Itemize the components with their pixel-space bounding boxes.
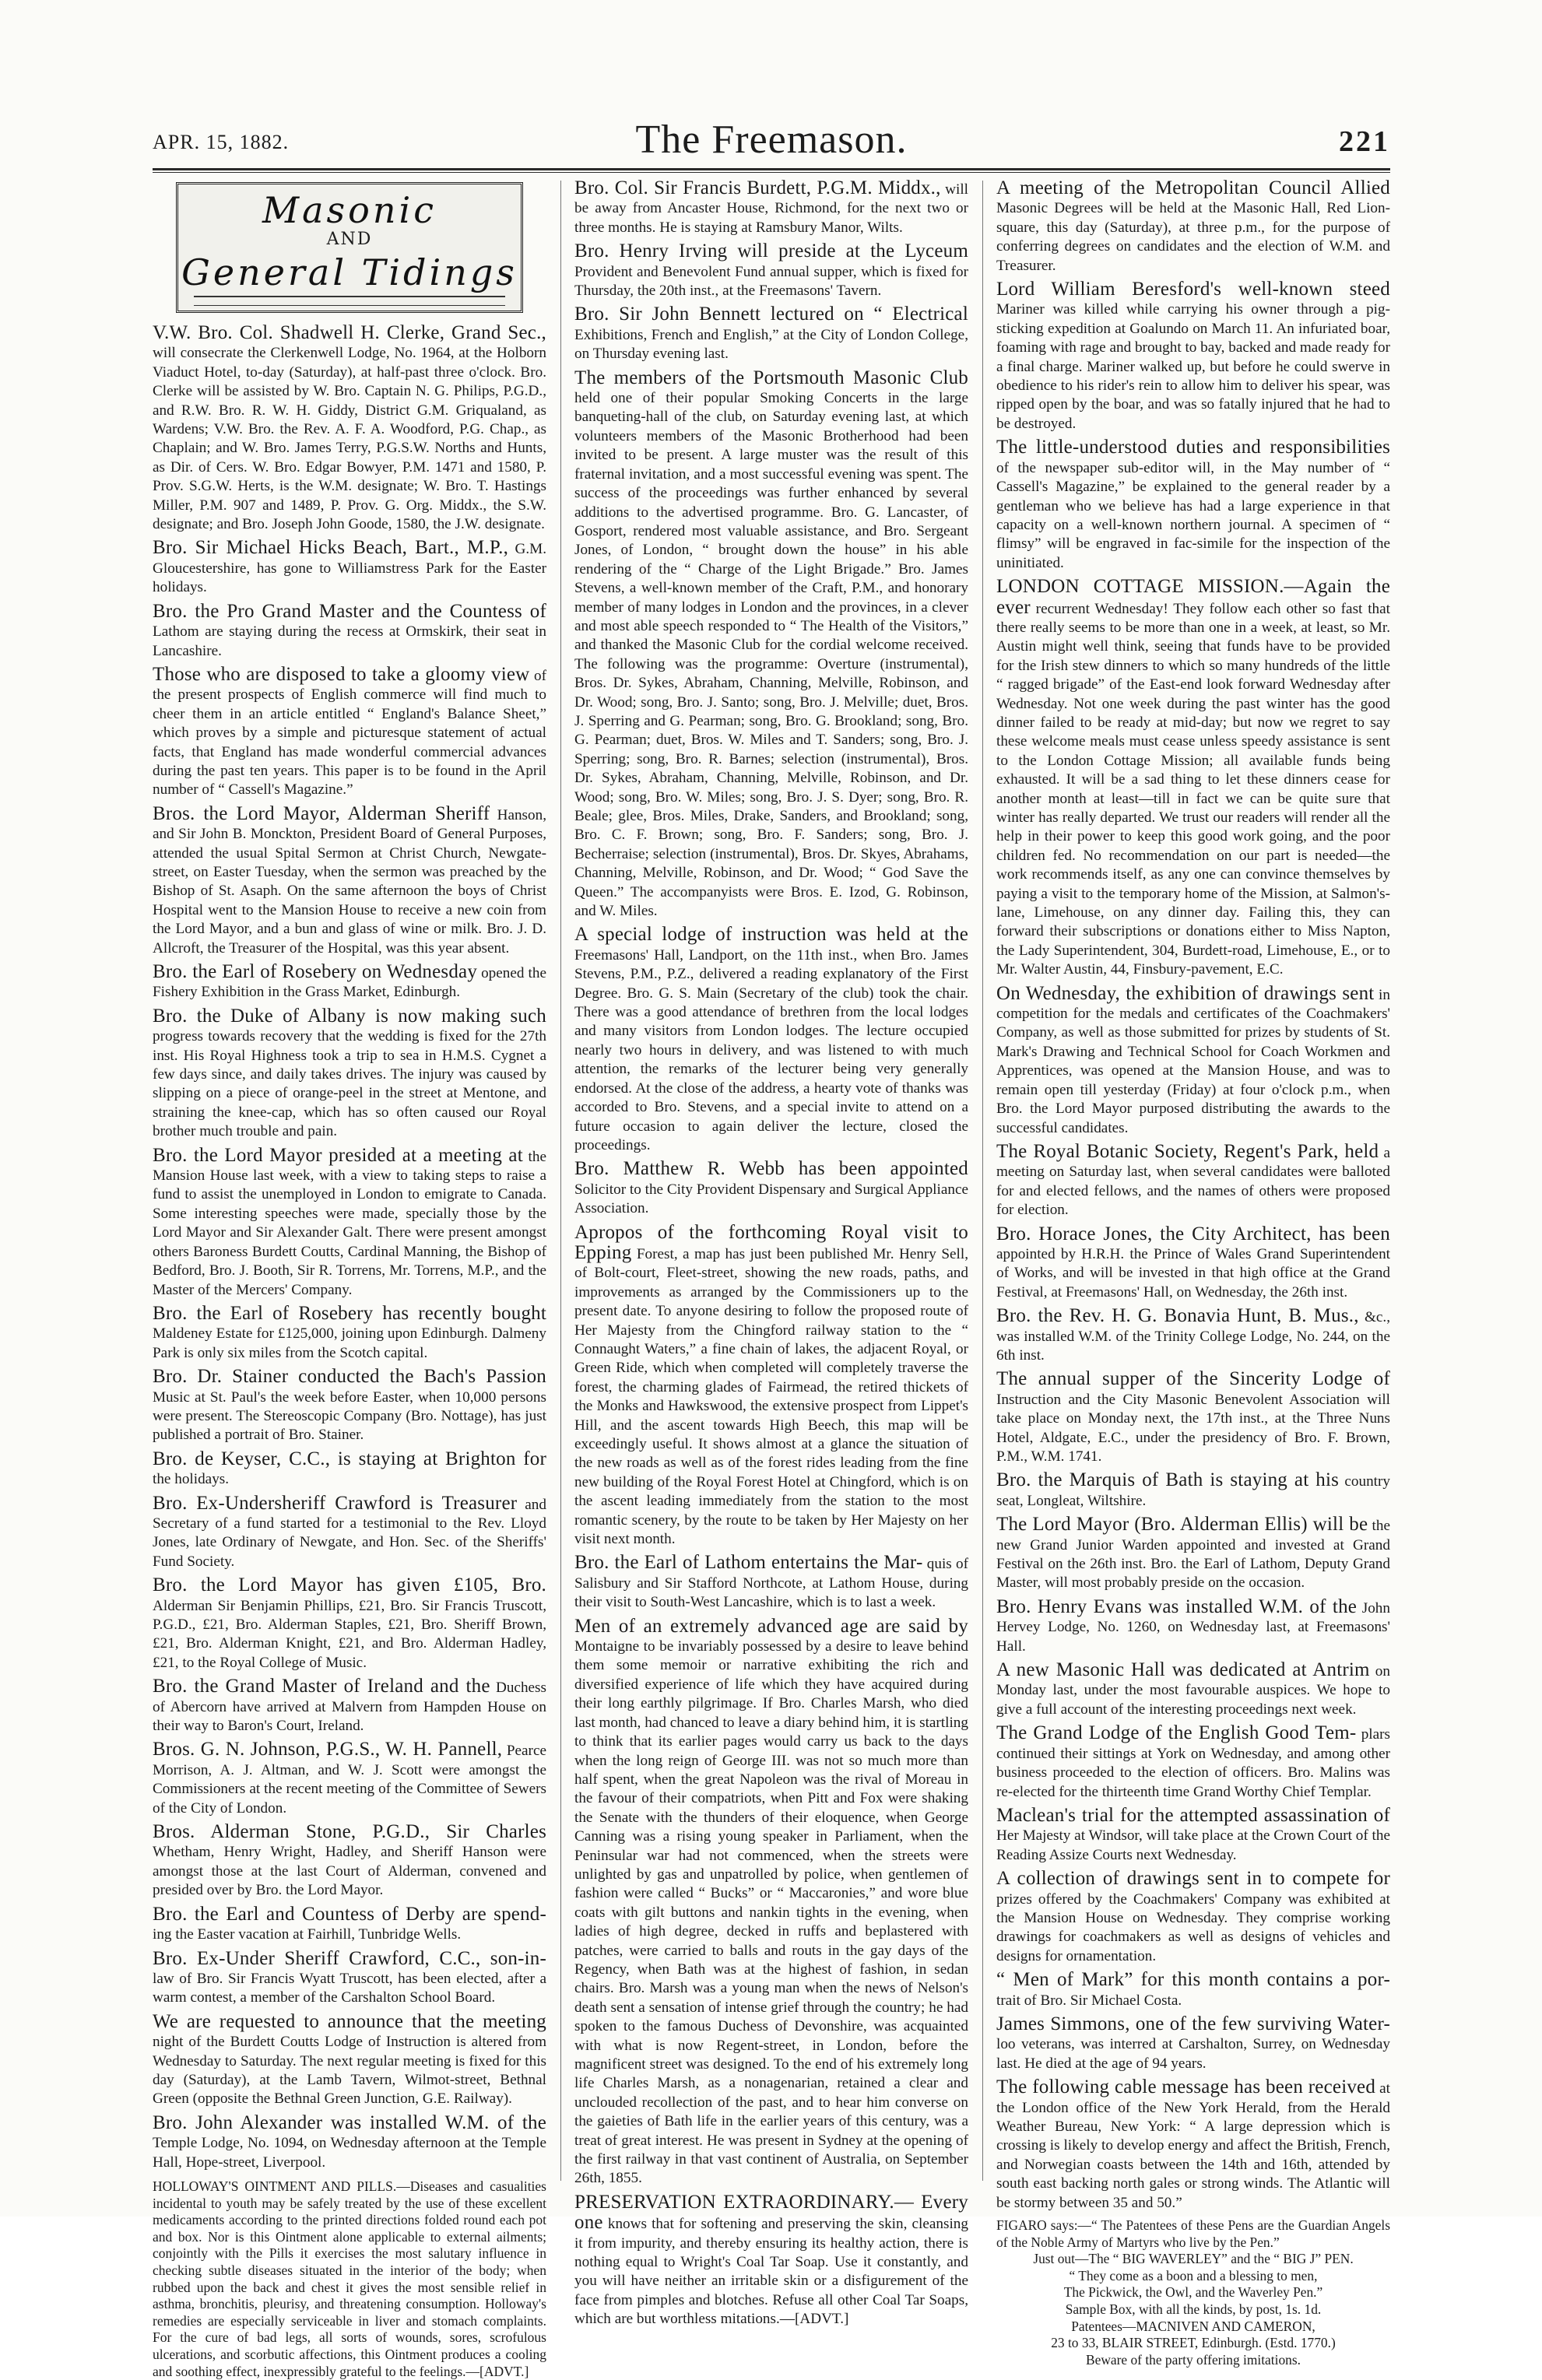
news-paragraph xyxy=(574,1223,968,1550)
news-paragraph xyxy=(996,1140,1390,1220)
news-paragraph xyxy=(153,2010,546,2109)
paragraph-body: Her Majesty at Windsor, will take place at the Crown Court of the Reading Assize Courts next Wednesday. xyxy=(996,1827,1390,1863)
paragraph-lead: Bro. the Rev. H. G. Bonavia Hunt, B. Mus., xyxy=(996,1305,1359,1327)
news-paragraph xyxy=(996,1515,1390,1593)
paragraph-body: Instruction and the City Masonic Benevolent Association will take place on Monday next, the 17th inst., at the Three Nuns Hotel, Aldgate, E.C., under the presidency of Bro. F. Brown, P.M., W.M. 1741. xyxy=(996,1391,1390,1465)
news-paragraph xyxy=(153,1007,546,1142)
news-paragraph xyxy=(574,242,968,300)
paragraph-body: trait of Bro. Sir Michael Costa. xyxy=(996,1992,1182,2009)
paragraph-body: Hanson, and Sir John B. Monckton, President Board of General Purposes, attended the usual Spital Sermon at Christ Church, Newgate-street, on Easter Tuesday, when the sermon was preached by the Bishop of St. Asaph. On the same afternoon the boys of Christ Hospital went to the Mansion House to receive a new coin from the Lord Mayor, and a bun and glass of wine or milk. Bro. J. D. Allcroft, the Treasurer of the Hospital, was this year absent. xyxy=(153,806,547,957)
paragraph-body: Solicitor to the City Provident Dispensary and Surgical Appliance Association. xyxy=(574,1181,968,1217)
paragraph-body: &c., was installed W.M. of the Trinity College Lodge, No. 244, on the 6th inst. xyxy=(996,1309,1390,1364)
paragraph-lead: “ Men of Mark” for this month contains a por- xyxy=(996,1969,1390,1991)
masthead xyxy=(153,117,1390,163)
news-paragraph xyxy=(153,539,546,597)
ad-line: Just out—The “ BIG WAVERLEY” and the “ BIG J” PEN. xyxy=(1033,2251,1354,2267)
news-paragraph xyxy=(153,1494,546,1572)
banner-word-general-tidings: General Tidings xyxy=(181,251,518,293)
section-banner xyxy=(176,182,523,313)
news-paragraph xyxy=(153,1947,546,2008)
paragraph-lead: We are requested to announce that the meeting xyxy=(153,2010,546,2032)
news-paragraph xyxy=(574,179,968,237)
paragraph-body: country seat, Longleat, Wiltshire. xyxy=(996,1473,1390,1509)
paragraph-body: in competition for the medals and certificates of the Coachmakers' Company, as well as those submitted for prizes by students of St. Mark's Drawing and Technical School for Coach Workmen and Apprentices, was opened at the Mansion House, and was to remain open till yesterday (Friday) at four o'clock p.m., when Bro. the Lord Mayor purposed distributing the awards to the successful candidates. xyxy=(996,986,1390,1136)
paragraph-lead: Bro. de Keyser, C.C., is staying at Brighton for xyxy=(153,1448,546,1469)
ad-line: Beware of the party offering imitations. xyxy=(1086,2351,1301,2368)
ad-line: Sample Box, with all the kinds, by post, 1s. 1d. xyxy=(1065,2301,1322,2317)
news-paragraph xyxy=(153,1304,546,1363)
paragraph-body: the holidays. xyxy=(153,1471,230,1488)
ad-line: “ They come as a boon and a blessing to men, xyxy=(1069,2267,1318,2283)
news-paragraph xyxy=(996,1971,1390,2010)
paragraph-body: the Mansion House last week, with a view to taking steps to raise a fund to assist the unemployed in London to emigrate to Canada. Some interesting speeches were made, specially those by the Lord Mayor and Sir Alexander Galt. There were present amongst others Baroness Burdett Coutts, Cardinal Manning, the Bishop of Bedford, Bro. J. Booth, Sir R. Torrens, Mr. Torrens, M.P., and the Master of the Mercers' Company. xyxy=(153,1148,546,1298)
paragraph-lead: Bro. Sir Michael Hicks Beach, Bart., M.P., xyxy=(153,537,509,559)
paragraph-lead: Bro. the Duke of Albany is now making such xyxy=(153,1005,546,1027)
news-paragraph xyxy=(996,1307,1390,1365)
ad-line: FIGARO says:—“ The Patentees of these Pens are the Guardian Angels of the Noble Army of Martyrs who live by the Pen.” xyxy=(996,2217,1390,2250)
paragraph-body: will consecrate the Clerkenwell Lodge, No. 1964, at the Holborn Viaduct Hotel, to-day (Saturday), at half-past three o'clock. Bro. Clerke will be assisted by W. Bro. Captain N. G. Philips, P.G.D., and R.W. Bro. R. W. H. Giddy, District G.M. Griqualand, as Wardens; V.W. Bro. the Rev. A. F. A. Woodford, P.G. Chap., as Chaplain; and W. Bro. James Terry, P.G.S.W. Norths and Hunts, as Dir. of Cers. W. Bro. Edgar Bowyer, P.M. 1471 and 1580, P. Prov. S.G.W. Herts, is the W.M. designate; W. Bro. T. Hastings Miller, P.M. 907 and 1489, P. Prov. G. Org. Middx., the S.W. designate; and Bro. Joseph John Goode, 1580, the J.W. designate. xyxy=(153,345,546,533)
paragraph-lead: Those who are disposed to take a gloomy view xyxy=(153,663,530,685)
paragraph-body: plars continued their sittings at York on Wednesday, and among other business proceeded to the election of officers. Bro. Malins was re-elected for the thirteenth time Grand Worthy Chief Templar. xyxy=(996,1726,1390,1800)
paragraph-lead: V.W. Bro. Col. Shadwell H. Clerke, Grand Sec., xyxy=(153,322,546,343)
news-paragraph xyxy=(996,1471,1390,1511)
paragraph-body: appointed by H.R.H. the Prince of Wales Grand Superintendent of Works, and will be invested in that high office at the Grand Festival, at Freemasons' Hall, on Wednesday, the 26th inst. xyxy=(996,1245,1390,1301)
paragraph-lead: Bro. the Lord Mayor has given £105, Bro. xyxy=(153,1574,546,1596)
news-paragraph xyxy=(574,925,968,1155)
ad-line: The Pickwick, the Owl, and the Waverley Pen.” xyxy=(1063,2284,1323,2301)
news-paragraph xyxy=(996,1806,1390,1865)
paragraph-lead: The Royal Botanic Society, Regent's Park, held xyxy=(996,1140,1379,1162)
page-number: 221 xyxy=(1339,125,1390,158)
paragraph-body: Maldeney Estate for £125,000, joining upon Edinburgh. Dalmeny Park is only six miles from the Scotch capital. xyxy=(153,1325,546,1361)
paragraph-lead: Bro. Dr. Stainer conducted the Bach's Passion xyxy=(153,1366,546,1388)
news-paragraph xyxy=(153,1905,546,1945)
news-paragraph xyxy=(996,577,1390,980)
news-paragraph xyxy=(153,1146,546,1300)
paragraph-lead: Apropos of the forthcoming Royal visit to Epping xyxy=(574,1221,968,1263)
paragraph-body: will be away from Ancaster House, Richmond, for the next two or three months. He is staying at Ramsbury Manor, Wilts. xyxy=(574,181,968,236)
paragraph-lead: Bro. Matthew R. Webb has been appointed xyxy=(574,1158,968,1180)
paragraph-lead: Bro. the Earl of Rosebery has recently bought xyxy=(153,1302,546,1324)
paragraph-body: loo veterans, was interred at Carshalton, Surrey, on Wednesday last. He died at the age of 94 years. xyxy=(996,2036,1390,2072)
news-paragraph xyxy=(153,324,546,534)
paragraph-body: recurrent Wednesday! They follow each other so fast that there really seems to be more than one in a week, at least, so Mr. Austin might well think, seeing that funds have to be provided for the Irish stew dinners to which so many hundreds of the little “ ragged brigade” of the East-end look forward Wednesday after Wednesday. Not one week during the past winter has the good dinner failed to be ready at mid-day; but now we regret to say these welcome meals must cease unless speedy assistance is sent to the London Cottage Mission; all available funds being exhausted. It will be a sad thing to let these dinners cease for another month at least—till in fact we can be quite sure that winter has really departed. We trust our readers will render all the help in their power to keep this good work going, and the poor children fed. No recommendation on our part is needed—the work recommends itself, as any one can convince themselves by paying a visit to the temporary home of the Mission, at Salmon's-lane, Limehouse, on any dinner day. Failing this, they can forward their subscriptions or donations either to Miss Napton, the Lady Superintendent, 304, Burdett-road, Limehouse, E., or to Mr. Walter Austin, 44, Finsbury-pavement, E.C. xyxy=(996,600,1390,978)
paragraph-lead: Bro. the Earl of Lathom entertains the Mar- xyxy=(574,1552,923,1574)
news-paragraph xyxy=(996,982,1390,1138)
paragraph-lead: A new Masonic Hall was dedicated at Antrim xyxy=(996,1659,1370,1681)
column-3-articles xyxy=(996,179,1390,2213)
news-paragraph xyxy=(153,1740,546,1818)
paragraph-lead: Bro. Ex-Undersheriff Crawford is Treasurer xyxy=(153,1492,518,1514)
paragraph-lead: Bro. Ex-Under Sheriff Crawford, C.C., son-in- xyxy=(153,1947,546,1969)
paragraph-lead: Bro. Col. Sir Francis Burdett, P.G.M. Middx., xyxy=(574,177,941,198)
paragraph-body: progress towards recovery that the wedding is fixed for the 27th inst. His Royal Highness took a trip to sea in H.M.S. Cygnet a few days since, and daily takes drives. The injury was caused by slipping on a piece of orange-peel in the street at Mentone, and straining the knee-cap, which has so often caused our Royal brother much trouble and pain. xyxy=(153,1028,546,1140)
paragraph-lead: Maclean's trial for the attempted assassination of xyxy=(996,1804,1390,1826)
paragraph-body: ing the Easter vacation at Fairhill, Tunbridge Wells. xyxy=(153,1926,462,1943)
paragraph-lead: Bro. Sir John Bennett lectured on “ Electrical xyxy=(574,304,968,325)
paragraph-body: G.M. Gloucestershire, has gone to Williamstress Park for the Easter holidays. xyxy=(153,541,546,596)
news-paragraph xyxy=(996,1869,1390,1966)
column-2 xyxy=(574,177,969,2328)
news-paragraph xyxy=(996,2015,1390,2073)
paragraph-body: Duchess of Abercorn have arrived at Malvern from Hampden House on their way to Baron's Court, Ireland. xyxy=(153,1680,546,1735)
paragraph-body: HOLLOWAY'S OINTMENT AND PILLS.—Diseases and casualities incidental to youth may be safely treated by the use of these excellent medicaments according to the printed directions folded round each pot and box. Nor is this Ointment alone applicable to external ailments; conjointly with the Pills it exercises the most salutary influence in checking subtle diseases situated in the interior of the body; when rubbed upon the back and chest it gives the most sensible relief in asthma, bronchitis, pleurisy, and threatening consumption. Holloway's remedies are especially serviceable in liver and stomach complaints. For the cure of bad legs, all sorts of wounds, sores, scrofulous ulcerations, and scorbutic affections, this Ointment produces a cooling and soothing effect, inexpressibly grateful to the feelings.—[ADVT.] xyxy=(153,2178,546,2379)
issue-date: APR. 15, 1882. xyxy=(153,131,290,153)
news-paragraph xyxy=(996,1370,1390,1466)
ad-line: 23 to 33, BLAIR STREET, Edinburgh. (Estd. 1770.) xyxy=(1051,2335,1336,2351)
paragraph-lead: Bro. Henry Evans was installed W.M. of the xyxy=(996,1595,1358,1617)
paragraph-body: prizes offered by the Coachmakers' Company was exhibited at the Mansion House on Wednesday. They comprise working drawings for coachmakers as well as designs of vehicles and designs for ornamentation. xyxy=(996,1890,1390,1964)
banner-ornament xyxy=(194,296,505,306)
paragraph-lead: Bro. the Pro Grand Master and the Countess of xyxy=(153,600,546,622)
news-paragraph xyxy=(996,1595,1390,1656)
column-1 xyxy=(153,179,547,2379)
paragraph-body: opened the Fishery Exhibition in the Grass Market, Edinburgh. xyxy=(153,965,547,1001)
news-paragraph xyxy=(996,438,1390,573)
news-paragraph xyxy=(996,179,1390,276)
paragraph-lead: Bro. the Earl and Countess of Derby are spend- xyxy=(153,1903,546,1925)
column-2-articles xyxy=(574,179,968,2329)
paragraph-body: Whetham, Henry Wright, Hadley, and Sheriff Hanson were amongst those at the last Court of Alderman, convened and presided over by Bro. the Lord Mayor. xyxy=(153,1844,546,1899)
paragraph-body: Masonic Degrees will be held at the Masonic Hall, Red Lion-square, this day (Saturday), at three p.m., for the purpose of conferring degrees on candidates and the election of W.M. and Treasurer. xyxy=(996,200,1390,274)
paragraph-lead: Lord William Beresford's well-known steed xyxy=(996,279,1390,300)
paragraph-lead: Bro. the Lord Mayor presided at a meeting at xyxy=(153,1144,523,1166)
masthead-rule-thin xyxy=(153,172,1390,173)
paragraph-body: Mariner was killed while carrying his owner through a pig-sticking expedition at Goalundo on March 11. An infuriated boar, foaming with rage and brought to bay, backed and made ready for a final charge. Mariner walked up, but before he could swerve in obedience to his rider's rein to allow him to deliver his spear, was ripped open by the boar, and was so fatally injured that he had to be destroyed. xyxy=(996,301,1390,432)
paragraph-body: Music at St. Paul's the week before Easter, when 10,000 persons were present. The Stereoscopic Company (Bro. Nottage), has just published a portrait of Bro. Stainer. xyxy=(153,1388,546,1444)
news-paragraph xyxy=(153,2177,546,2380)
paragraph-body: knows that for softening and preserving the skin, cleansing it from impurity, and thereby ensuring its healthy action, there is nothing equal to Wright's Coal Tar Soap. Use it constantly, and you will have neither an irritable skin or a disfigurement of the face from pimples and blotches. Refuse all other Coal Tar Soaps, which are but worthless mitations.—[ADVT.] xyxy=(574,2216,968,2328)
column-3 xyxy=(996,177,1390,2368)
news-paragraph xyxy=(153,1823,546,1901)
news-paragraph xyxy=(153,1450,546,1490)
paragraph-body: of the present prospects of English commerce will find much to cheer them in an article entitled “ England's Balance Sheet,” which proves by a simple and picturesque statement of actual facts, that England has made wonderful commercial advances during the past ten years. This paper is to be found in the April number of “ Cassell's Magazine.” xyxy=(153,667,547,799)
paragraph-body: Provident and Benevolent Fund annual supper, which is fixed for Thursday, the 20th inst., at the Freemasons' Tavern. xyxy=(574,263,968,300)
paragraph-body: quis of Salisbury and Sir Stafford Northcote, at Lathom House, during their visit to South-West Lancashire, which is to last a week. xyxy=(574,1556,969,1611)
paragraph-body: held one of their popular Smoking Concerts in the large banqueting-hall of the club, on Saturday evening last, at which volunteers members of the Masonic Brotherhood had been invited to be present. A large muster was the result of this fraternal invitation, and a most successful evening was spent. The success of the proceedings was further enhanced by several additions to the advertised programme. Bro. G. Lancaster, of Gosport, rendered most valuable assistance, and Bro. Sergeant Jones, of London, “ brought down the house” in his able rendering of the “ Charge of the Light Brigade.” Bro. James Stevens, a well-known member of the Craft, P.M., and honorary member of many lodges in London and the provinces, in a clever and most able speech responded to “ The Health of the Visitors,” and thanked the Masonic Club for the cordial welcome received. The following was the programme: Overture (instrumental), Bros. Dr. Sykes, Abraham, Channing, Melville, Robinson, and Dr. Wood; song, Bro. J. Santo; song, Bro. J. Melville; duet, Bros. J. Sperring and G. Pearman; song, Bro. G. Brookland; song, Bro. G. Pearman; duet, Bros. W. Miles and T. Sanders; song, Bro. J. Sperring; song, Bro. R. Barnes; selection (instrumental), Bros. Dr. Sykes, Abraham, Channing, Melville, Robinson, and Dr. Wood; song, Bro. W. Miles; song, Bro. J. S. Dyer; song, Bro. R. Beale; glee, Bros. Miles, Drake, Sanders, and Brookland; song, Bro. C. F. Brown; song, Bro. F. Sanders; song, Bro. J. Becherraise; selection (instrumental), Bros. Dr. Skyes, Abrahams, Channing, Melville, Robinson, and Dr. Wood; “ God Save the Queen.” The accompanyists were Bros. E. Izod, G. Robinson, and W. Miles. xyxy=(574,390,968,920)
paragraph-lead: LONDON COTTAGE MISSION.—Again the ever xyxy=(996,576,1390,618)
news-paragraph xyxy=(153,1677,546,1736)
newspaper-title: The Freemason. xyxy=(635,118,908,162)
news-paragraph xyxy=(153,2111,546,2172)
news-paragraph xyxy=(996,280,1390,434)
paragraph-lead: A meeting of the Metropolitan Council Allied xyxy=(996,177,1390,198)
paragraph-body: the new Grand Junior Warden appointed and invested at Grand Festival on the 26th inst. Bro. the Earl of Lathom, Deputy Grand Master, will most probably preside on the occasion. xyxy=(996,1518,1390,1592)
paragraph-lead: The following cable message has been received xyxy=(996,2076,1376,2098)
banner-word-and: AND xyxy=(326,230,373,249)
paragraph-lead: Bro. Henry Irving will preside at the Lyceum xyxy=(574,240,968,262)
news-paragraph xyxy=(574,1160,968,1218)
news-paragraph xyxy=(153,1367,546,1445)
news-paragraph xyxy=(574,1553,968,1612)
column-1-articles xyxy=(153,324,546,2380)
paragraph-lead: A collection of drawings sent in to compete for xyxy=(996,1868,1390,1890)
paragraph-body: Lathom are staying during the recess at Ormskirk, their seat in Lancashire. xyxy=(153,623,546,659)
paragraph-lead: Bro. the Marquis of Bath is staying at his xyxy=(996,1469,1340,1491)
paragraph-body: of the newspaper sub-editor will, in the May number of “ Cassell's Magazine,” be explained to the general reader by a gentleman who we believe has had a large experience in that capacity on a well-known northern journal. A specimen of “ flimsy” will be engraved in fac-simile for the inspection of the uninitiated. xyxy=(996,459,1390,571)
news-paragraph xyxy=(996,2078,1390,2213)
paragraph-body: Exhibitions, French and English,” at the City of London College, on Thursday evening last. xyxy=(574,326,968,363)
news-paragraph xyxy=(153,802,547,958)
paragraph-body: John Hervey Lodge, No. 1260, on Wednesday last, at Freemasons' Hall. xyxy=(996,1599,1390,1655)
paragraph-body: Forest, a map has just been published Mr. Henry Sell, of Bolt-court, Fleet-street, showing the new roads, paths, and improvements as arranged by the Commissioners up to the present date. To anyone desiring to follow the proposed route of Her Majesty from the Chingford railway station to the “ Connaught Waters,” a fine chain of lakes, the adjacent Royal, or Green Ride, which when completed will completely traverse the forest, the charming glades of Fairmead, the retired thickets of the Monks and Hawkswood, the extensive prospect from Lippet's Hill, and the ascent towards High Beech, this map will be exceedingly useful. It shows almost at a glance the situation of the new roads as well as of the forest rides leading from the fine new building of the Royal Forest Hotel at Chingford, which is on the ascent leading immediately from the station to the most romantic scenery, by the route to be taken by Her Majesty on her visit next month. xyxy=(574,1245,968,1548)
news-paragraph xyxy=(574,2193,968,2329)
ad-line: Patentees—MACNIVEN AND CAMERON, xyxy=(1071,2318,1315,2334)
paragraph-body: Alderman Sir Benjamin Phillips, £21, Bro. Sir Francis Truscott, P.G.D., £21, Bro. Alderman Staples, £21, Bro. Sheriff Brown, £21, Bro. Alderman Knight, £21, and Bro. Alderman Hadley, £21, to the Royal College of Music. xyxy=(153,1597,546,1671)
news-paragraph xyxy=(153,1576,546,1673)
paragraph-body: Temple Lodge, No. 1094, on Wednesday afternoon at the Temple Hall, Hope-street, Liverpool. xyxy=(153,2135,546,2171)
paragraph-lead: Bro. John Alexander was installed W.M. of the xyxy=(153,2111,546,2133)
column-divider xyxy=(560,181,561,2181)
paragraph-lead: The Lord Mayor (Bro. Alderman Ellis) will be xyxy=(996,1514,1368,1536)
news-paragraph xyxy=(574,305,968,363)
news-paragraph xyxy=(153,602,546,661)
paragraph-body: Pearce Morrison, A. J. Altman, and W. J. Scott were amongst the Commissioners at the recent meeting of the Committee of Sewers of the City of London. xyxy=(153,1743,546,1817)
news-paragraph xyxy=(996,1724,1390,1802)
news-paragraph xyxy=(574,369,968,921)
news-paragraph xyxy=(996,1225,1390,1303)
paragraph-body: Montaigne to be invariably possessed by a desire to leave behind them some memoir or narrative exhibiting the rich and diversified experience of life which they have acquired during their long earthly pilgrimage. If Bro. Charles Marsh, who died last month, had chanced to leave a diary behind him, it is startling to think that its earlier pages would carry us back to the days when the long reign of George III. was not so much more than half spent, when the great Napoleon was the rival of Moreau in the favour of their compatriots, when Pitt and Fox were shaking the Senate with the thunders of their eloquence, when George Canning was a rising young speaker in Parliament, when the Peninsular war had not commenced, when the streets were unlighted by gas and unpatrolled by police, when gentlemen of fashion were called “ Bucks” or “ Maccaronies,” and wore blue coats with gilt buttons and nankin tights in the evening, when ladies of high degree, decked in ruffs and beplastered with patches, were carried to balls and routs in the gay days of the Regency, when Bath was at the highest of fashion, in sedan chairs. Bro. Marsh was a young man when the news of Nelson's death sent a sensation of intense grief through the country; he had spoken to the famous Duchess of Devonshire, was acquainted with what is now Regent-street, in London, before the magnificent street was designed. To the end of his extremely long life Charles Marsh, as a nonagenarian, retained a clear and unclouded recollection of the past, and to hear him converse on the gaieties of Bath life in the earlier years of this century, was a treat of great interest. He was present in Sydney at the opening of the first railway in that vast continent of Australia, on September 26th, 1855. xyxy=(574,1638,968,2187)
paragraph-body: on Monday last, under the most favourable auspices. We hope to give a full account of the interesting proceedings next week. xyxy=(996,1663,1390,1718)
paragraph-body: law of Bro. Sir Francis Wyatt Truscott, has been elected, after a warm contest, a member of the Carshalton School Board. xyxy=(153,1970,546,2006)
paragraph-lead: James Simmons, one of the few surviving Water- xyxy=(996,2013,1390,2034)
banner-word-masonic: Masonic xyxy=(262,189,437,231)
news-paragraph xyxy=(153,665,546,800)
paragraph-body: night of the Burdett Coutts Lodge of Instruction is altered from Wednesday to Saturday. The next regular meeting is fixed for this day (Saturday), at the Lamb Tavern, Wilmot-street, Bethnal Green (opposite the Bethnal Green Junction, G.E. Railway). xyxy=(153,2034,546,2108)
paragraph-body: Freemasons' Hall, Landport, on the 11th inst., when Bro. James Stevens, P.M., P.Z., delivered a reading explanatory of the First Degree. Bro. G. S. Main (Secretary of the club) took the chair. There was a good attendance of brethren from the local lodges and many visitors from London lodges. The lecture occupied nearly two hours in delivery, and was listened to with much attention, the remarks of the lecturer being very generally endorsed. At the close of the address, a hearty vote of thanks was accorded to Bro. Stevens, and a special invite to attend on a future occasion to again deliver the lecture, closed the proceedings. xyxy=(574,946,968,1153)
news-paragraph xyxy=(153,963,546,1002)
paragraph-lead: Bros. Alderman Stone, P.G.D., Sir Charles xyxy=(153,1821,546,1843)
news-paragraph xyxy=(996,1661,1390,1719)
paragraph-lead: Bros. G. N. Johnson, P.G.S., W. H. Pannell, xyxy=(153,1739,503,1760)
paragraph-lead: On Wednesday, the exhibition of drawings sent xyxy=(996,982,1375,1004)
paragraph-lead: Men of an extremely advanced age are said by xyxy=(574,1615,968,1637)
paragraph-body: at the London office of the New York Herald, from the Herald Weather Bureau, New York: “ A large depression which is crossing is likely to develop energy and affect the British, French, and Norwegian coasts between the 14th and 16th, attended by south east backing north gales or strong winds. The Atlantic will be stormy between 35 and 50.” xyxy=(996,2080,1390,2211)
masthead-rule xyxy=(153,168,1390,170)
paragraph-lead: The annual supper of the Sincerity Lodge of xyxy=(996,1368,1390,1390)
paragraph-lead: The little-understood duties and responsibilities xyxy=(996,437,1390,458)
paragraph-body: and Secretary of a fund started for a testimonial to the Rev. Lloyd Jones, late Ordinary of Newgate, and Hon. Sec. of the Sheriffs' Fund Society. xyxy=(153,1496,546,1570)
pen-advertisement xyxy=(996,2217,1390,2368)
column-divider xyxy=(982,181,983,2181)
paragraph-lead: The members of the Portsmouth Masonic Club xyxy=(574,367,968,388)
paragraph-lead: Bro. Horace Jones, the City Architect, has been xyxy=(996,1223,1390,1244)
paragraph-lead: Bros. the Lord Mayor, Alderman Sheriff xyxy=(153,802,490,824)
paragraph-lead: PRESERVATION EXTRAORDINARY.— Every one xyxy=(574,2191,968,2234)
paragraph-body: a meeting on Saturday last, when several candidates were balloted for and elected fellows, and the names of others were proposed for election. xyxy=(996,1144,1390,1219)
paragraph-lead: Bro. the Earl of Rosebery on Wednesday xyxy=(153,961,478,982)
paragraph-lead: Bro. the Grand Master of Ireland and the xyxy=(153,1676,490,1697)
news-paragraph xyxy=(574,1617,968,2189)
paragraph-lead: The Grand Lodge of the English Good Tem- xyxy=(996,1722,1357,1744)
paragraph-lead: A special lodge of instruction was held at the xyxy=(574,924,968,946)
